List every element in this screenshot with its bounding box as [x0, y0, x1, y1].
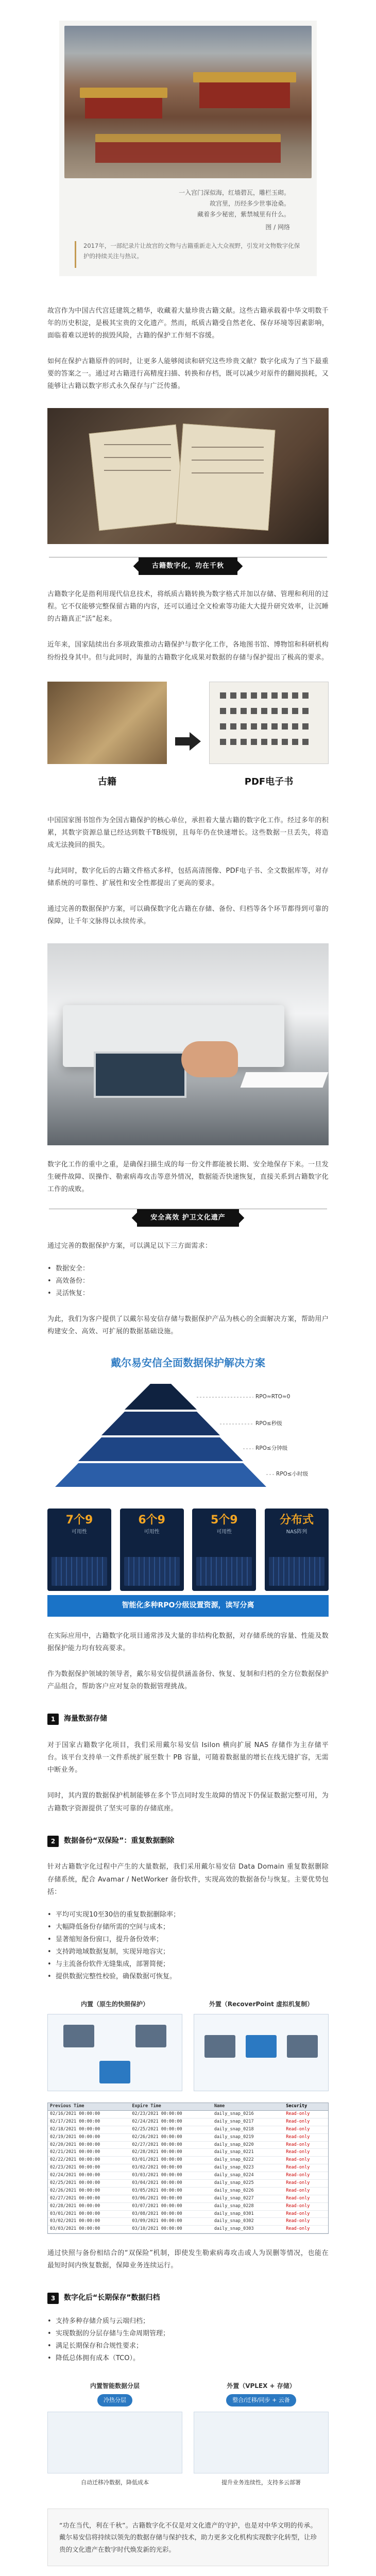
- metric-value: 分布式: [279, 1514, 314, 1527]
- section-paragraph: 作为数据保护领域的领导者，戴尔易安信提供涵盖备份、恢复、复制和归档的全方位数据保护产品组合，帮助客户应对复杂的数据管理挑战。: [47, 1670, 329, 1691]
- section-badge-label: 古籍数字化，功在千秋: [139, 557, 237, 575]
- archive-left-graphic: [47, 2412, 182, 2473]
- section-paragraph: 与此同时，数字化后的古籍文件格式多样，包括高清图像、PDF电子书、全文数据库等，对存储系统的可靠性、扩展性和安全性都提出了更高的要求。: [47, 867, 329, 887]
- table-cell: 02/28/2021 00:00:00: [132, 2149, 182, 2155]
- metric-card: [47, 1509, 111, 1591]
- section-paragraph: 针对古籍数字化过程中产生的大量数据，我们采用戴尔易安信 Data Domain 重复数据删除存储系统，配合 Avamar / NetWorker 备份软件，实现高效的数据备份与恢复。主要优势包括：: [47, 1863, 329, 1896]
- diagram-right-box: [194, 2014, 329, 2091]
- storage-rack-icon: [52, 1557, 107, 1586]
- table-row: [48, 2134, 328, 2142]
- table-row: [48, 2119, 328, 2126]
- table-cell: 03/05/2021 00:00:00: [132, 2188, 182, 2193]
- table-cell: Read-only: [286, 2142, 310, 2147]
- metric-card: [120, 1509, 184, 1591]
- table-cell: daily_snap_0223: [214, 2165, 254, 2171]
- rpo-level-label: RPO≈RTO≈0: [255, 1394, 290, 1400]
- pdf-page-image: [209, 682, 329, 764]
- list-item: • 高效备份：: [47, 1275, 329, 1287]
- pdf-label: PDF电子书: [244, 776, 294, 787]
- archive-diagram: [47, 2380, 329, 2488]
- list-item: • 显著缩短备份窗口，提升备份效率；: [47, 1934, 329, 1946]
- table-cell: daily_snap_0218: [214, 2126, 254, 2132]
- table-cell: 03/10/2021 00:00:00: [132, 2226, 182, 2232]
- table-cell: 02/19/2021 00:00:00: [50, 2134, 100, 2140]
- table-cell: 03/03/2021 00:00:00: [50, 2226, 100, 2232]
- table-cell: 02/27/2021 00:00:00: [132, 2142, 182, 2147]
- metric-title: 可用性: [72, 1529, 87, 1535]
- hero-caption-line: 一入宫门深似海，红墙碧瓦，雕栏玉砌。: [178, 189, 290, 196]
- table-row: [48, 2211, 328, 2218]
- table-cell: daily_snap_0220: [214, 2142, 254, 2147]
- table-row: [48, 2195, 328, 2203]
- section-badge: [0, 1209, 376, 1227]
- table-cell: 02/21/2021 00:00:00: [50, 2149, 100, 2155]
- table-cell: Read-only: [286, 2195, 310, 2201]
- table-cell: Read-only: [286, 2126, 310, 2132]
- book-to-pdf-figure: [47, 682, 329, 801]
- storage-rack-icon: [196, 1557, 252, 1586]
- section-paragraph: 近年来，国家陆续出台多项政策推动古籍保护与数字化工作，各地图书馆、博物馆和科研机构纷纷投身其中。但与此同时，海量的古籍数字化成果对数据的存储与保护提出了极高的要求。: [47, 641, 329, 662]
- subsection-number: 3: [47, 2293, 59, 2304]
- table-cell: 03/01/2021 00:00:00: [132, 2157, 182, 2163]
- table-header: [48, 2103, 328, 2111]
- table-cell: daily_snap_0301: [214, 2211, 254, 2216]
- diagram-right-title: 外置（RecoverPoint 虚拟机复制）: [209, 2000, 314, 2008]
- table-cell: 02/23/2021 00:00:00: [50, 2165, 100, 2171]
- subsection-heading: [0, 1835, 376, 1848]
- metric-value: 5个9: [211, 1514, 238, 1527]
- table-cell: 02/24/2021 00:00:00: [50, 2173, 100, 2178]
- table-cell: 03/06/2021 00:00:00: [132, 2195, 182, 2201]
- table-row: [48, 2157, 328, 2164]
- table-cell: 02/22/2021 00:00:00: [50, 2157, 100, 2163]
- table-cell: 02/26/2021 00:00:00: [132, 2134, 182, 2140]
- hero-caption-line: 故宫里，历经多少世事沧桑。: [209, 200, 290, 207]
- intro-paragraph: 如何在保护古籍原件的同时，让更多人能够阅读和研究这些珍贵文献？数字化成为了当下最重要的答案之一。通过对古籍进行高精度扫描、转换和存档，既可以减少对原件的翻阅损耗，又能够让古籍以数字形式永久保存与广泛传播。: [47, 358, 329, 391]
- table-cell: 02/28/2021 00:00:00: [50, 2203, 100, 2209]
- server-icon: [287, 2035, 318, 2058]
- section-paragraph: 对于国家古籍数字化项目，我们采用戴尔易安信 Isilon 横向扩展 NAS 存储作为主存储平台。该平台支持单一文件系统扩展至数十 PB 容量，可随着数据量的增长在线无缝扩容，无需中断业务。: [47, 1741, 329, 1774]
- table-cell: 02/25/2021 00:00:00: [132, 2126, 182, 2132]
- subsection-title: 海量数据存储: [64, 1715, 107, 1723]
- diagram-title: 戴尔易安信全面数据保护解决方案: [111, 1357, 265, 1369]
- table-cell: 02/25/2021 00:00:00: [50, 2180, 100, 2185]
- column-header: Previous Time: [50, 2104, 84, 2109]
- scanner-photo: [47, 943, 329, 1145]
- table-cell: daily_snap_0222: [214, 2157, 254, 2163]
- list-item: • 提供数据完整性校验，确保数据可恢复。: [47, 1971, 329, 1983]
- metric-card: [192, 1509, 256, 1591]
- table-cell: daily_snap_0216: [214, 2111, 254, 2116]
- table-row: [48, 2164, 328, 2172]
- table-cell: daily_snap_0221: [214, 2149, 254, 2155]
- table-cell: 03/07/2021 00:00:00: [132, 2203, 182, 2209]
- table-row: [48, 2203, 328, 2211]
- hero-card: [59, 21, 317, 276]
- table-cell: 02/20/2021 00:00:00: [50, 2142, 100, 2147]
- table-row: [48, 2111, 328, 2119]
- section-badge-label: 安全高效 护卫文化遗产: [137, 1209, 239, 1227]
- metric-value: 6个9: [138, 1514, 165, 1527]
- table-cell: Read-only: [286, 2211, 310, 2216]
- table-cell: daily_snap_0227: [214, 2195, 254, 2201]
- table-cell: Read-only: [286, 2188, 310, 2193]
- list-item: • 数据安全：: [47, 1263, 329, 1275]
- server-icon: [204, 2035, 235, 2058]
- ancient-book-photo: [47, 408, 329, 544]
- ancient-book-image: [47, 682, 167, 764]
- rpo-level-label: RPO≤小时级: [276, 1471, 309, 1478]
- table-row: [48, 2149, 328, 2157]
- diagram-left: [47, 1998, 182, 2091]
- table-cell: 02/27/2021 00:00:00: [50, 2195, 100, 2201]
- column-header: Security: [286, 2104, 307, 2109]
- table-cell: 02/16/2021 00:00:00: [50, 2111, 100, 2116]
- subsection-number: 1: [47, 1714, 59, 1725]
- table-body: [48, 2111, 328, 2233]
- section-paragraph: 古籍数字化是指利用现代信息技术，将纸质古籍转换为数字格式并加以存储、管理和利用的过程。它不仅能够完整保留古籍的内容，还可以通过全文检索等功能大大提升研究效率，让沉睡的古籍真正“活”起来。: [47, 590, 329, 623]
- table-cell: 03/08/2021 00:00:00: [132, 2211, 182, 2216]
- table-cell: 03/04/2021 00:00:00: [132, 2180, 182, 2185]
- snapshot-diagram: [47, 1998, 329, 2091]
- subsection-heading: [0, 1713, 376, 1726]
- column-header: Name: [214, 2104, 225, 2109]
- table-row: [48, 2226, 328, 2233]
- rpo-level-label: RPO≤秒级: [255, 1420, 282, 1427]
- storage-rack-icon: [124, 1557, 180, 1586]
- table-cell: daily_snap_0225: [214, 2180, 254, 2185]
- table-cell: Read-only: [286, 2203, 310, 2209]
- archive-right: [194, 2380, 329, 2488]
- list-item: • 降低总体拥有成本（TCO）。: [47, 2352, 329, 2365]
- table-cell: 02/18/2021 00:00:00: [50, 2126, 100, 2132]
- metric-title: NAS阵列: [286, 1529, 307, 1535]
- archive-list: [0, 2315, 376, 2365]
- list-item: • 灵活恢复：: [47, 1287, 329, 1300]
- table-cell: Read-only: [286, 2218, 310, 2224]
- table-cell: 03/01/2021 00:00:00: [50, 2211, 100, 2216]
- section-paragraph: 通过完善的数据保护方案，可以确保数字化古籍在存储、备份、归档等各个环节都得到可靠的保障，让千年文脉得以永续传承。: [47, 905, 329, 925]
- archive-right-pill: 整合/迁移/同步 + 云备: [226, 2394, 296, 2406]
- ancient-book-card: [47, 682, 167, 801]
- diagram-left-box: [47, 2014, 182, 2091]
- list-item: • 满足长期保存和合规性要求；: [47, 2340, 329, 2352]
- diagram-left-title: 内置（原生的快照保护）: [80, 2000, 149, 2008]
- list-item: • 支持多种存储介质与云端归档；: [47, 2315, 329, 2328]
- table-cell: 03/02/2021 00:00:00: [50, 2218, 100, 2224]
- diagram-banner: 智能化多种RPO分级设置资源，读写分离: [47, 1595, 329, 1617]
- table-cell: daily_snap_0303: [214, 2226, 254, 2232]
- section-paragraph: 为此，我们为客户提供了以戴尔易安信存储与数据保护产品为核心的全面解决方案，帮助用户构建安全、高效、可扩展的数据基础设施。: [47, 1315, 329, 1336]
- table-cell: 03/03/2021 00:00:00: [132, 2173, 182, 2178]
- section-paragraph: 通过快照与备份相结合的“双保险”机制，即使发生勒索病毒攻击或人为误删等情况，也能在最短时间内恢复数据，保障业务连续运行。: [47, 2249, 329, 2270]
- table-cell: 02/17/2021 00:00:00: [50, 2119, 100, 2124]
- subsection-title: 数字化后“长期保存”数据归档: [64, 2294, 160, 2302]
- server-icon: [63, 2025, 94, 2047]
- table-cell: Read-only: [286, 2180, 310, 2185]
- table-cell: 03/02/2021 00:00:00: [132, 2165, 182, 2171]
- subsection-heading: [0, 2292, 376, 2305]
- metric-title: 可用性: [144, 1529, 160, 1535]
- hero-caption-sign: 图 / 网络: [265, 224, 290, 231]
- table-row: [48, 2218, 328, 2226]
- table-cell: 02/26/2021 00:00:00: [50, 2188, 100, 2193]
- table-cell: Read-only: [286, 2173, 310, 2178]
- metric-value: 7个9: [65, 1514, 93, 1527]
- table-row: [48, 2172, 328, 2180]
- list-item: • 实现数据的分层存储与生命周期管理；: [47, 2328, 329, 2340]
- hero-note: [75, 241, 301, 268]
- rpo-pyramid: [47, 1379, 329, 1502]
- closing-box: “功在当代，利在千秋”。古籍数字化不仅是对文化遗产的守护，也是对中华文明的传承。戴尔易安信将持续以领先的数据存储与保护技术，助力更多文化机构实现数字化转型，让珍贵的文化遗产在数字时代焕发新的光彩。: [47, 2509, 329, 2566]
- archive-right-title: 外置（VPLEX + 存储）: [227, 2382, 296, 2390]
- table-row: [48, 2180, 328, 2188]
- rpo-level-label: RPO≤分钟级: [255, 1445, 288, 1452]
- metric-title: 可用性: [216, 1529, 232, 1535]
- table-cell: 02/23/2021 00:00:00: [132, 2111, 182, 2116]
- archive-left-pill: 冷热分层: [97, 2394, 132, 2406]
- table-cell: 02/24/2021 00:00:00: [132, 2119, 182, 2124]
- table-row: [48, 2126, 328, 2134]
- table-cell: 03/09/2021 00:00:00: [132, 2218, 182, 2224]
- column-header: Expire Time: [132, 2104, 161, 2109]
- archive-left: [47, 2380, 182, 2488]
- table-cell: daily_snap_0224: [214, 2173, 254, 2178]
- archive-right-foot: 提升业务连续性，支持多云部署: [221, 2479, 301, 2486]
- archive-right-graphic: [194, 2412, 329, 2473]
- ancient-book-label: 古籍: [98, 776, 116, 787]
- list-item: • 支持跨地域数据复制，实现异地容灾；: [47, 1946, 329, 1958]
- accent-bar: [75, 241, 76, 268]
- diagram-right: [194, 1998, 329, 2091]
- section-badge: [0, 557, 376, 575]
- storage-icon: [246, 2035, 277, 2058]
- arrow-right-icon: [175, 731, 201, 752]
- table-cell: Read-only: [286, 2149, 310, 2155]
- section-paragraph: 通过完善的数据保护方案，可以满足以下三方面需求：: [47, 1242, 212, 1250]
- pdf-card: [209, 682, 329, 801]
- snapshot-table: [47, 2103, 329, 2234]
- table-cell: daily_snap_0228: [214, 2203, 254, 2209]
- section-paragraph: 同时，其内置的数据保护机制能够在多个节点同时发生故障的情况下仍保证数据完整可用，为古籍数字资源提供了坚实可靠的存储底座。: [47, 1792, 329, 1812]
- metrics-row: [47, 1509, 329, 1591]
- table-cell: Read-only: [286, 2119, 310, 2124]
- intro-paragraph: 故宫作为中国古代宫廷建筑之精华，收藏着大量珍贵古籍文献。这些古籍承载着中华文明数千年的历史积淀，是极其宝贵的文化遗产。然而，纸质古籍受自然老化、保存环境等因素影响，面临着难以逆转的损毁风险，古籍的保护工作刻不容缓。: [47, 307, 329, 340]
- hero-note-text: 2017年，一部纪录片让故宫的文物与古籍重新走入大众视野，引发对文物数字化保护的持续关注与热议。: [83, 242, 300, 260]
- table-cell: daily_snap_0226: [214, 2188, 254, 2193]
- needs-list: [0, 1263, 376, 1300]
- storage-rack-icon: [269, 1557, 324, 1586]
- archive-left-foot: 自动迁移冷数据，降低成本: [81, 2479, 149, 2486]
- list-item: • 与主流备份软件无缝集成，部署简便；: [47, 1958, 329, 1971]
- forbidden-city-photo: [64, 26, 312, 178]
- hero-caption-line: 藏着多少秘密，紫禁城里有什么。: [197, 211, 290, 218]
- table-cell: daily_snap_0217: [214, 2119, 254, 2124]
- storage-icon: [99, 2061, 130, 2083]
- table-cell: Read-only: [286, 2165, 310, 2171]
- subsection-title: 数据备份“双保险”：重复数据删除: [64, 1836, 175, 1845]
- server-icon: [135, 2025, 166, 2047]
- hero-caption: [64, 188, 290, 233]
- table-cell: daily_snap_0219: [214, 2134, 254, 2140]
- table-cell: Read-only: [286, 2134, 310, 2140]
- table-cell: daily_snap_0302: [214, 2218, 254, 2224]
- section-paragraph: 数字化工作的重中之重，是确保扫描生成的每一份文件都能被长期、安全地保存下来。一旦发生硬件故障、误操作、勒索病毒攻击等意外情况，数据能否快速恢复，直接关系到古籍数字化工作的成败。: [47, 1160, 329, 1193]
- list-item: • 大幅降低备份存储所需的空间与成本；: [47, 1921, 329, 1934]
- advantages-list: [0, 1909, 376, 1983]
- table-row: [48, 2188, 328, 2195]
- table-cell: Read-only: [286, 2111, 310, 2116]
- metric-card: [265, 1509, 329, 1591]
- table-cell: Read-only: [286, 2157, 310, 2163]
- archive-left-title: 内置智能数据分层: [90, 2382, 140, 2390]
- section-paragraph: 中国国家图书馆作为全国古籍保护的核心单位，承担着大量古籍的数字化工作。经过多年的积累，其数字资源总量已经达到数千TB级别，且每年仍在快速增长。这些数据一旦丢失，将造成无法挽回的损失。: [47, 816, 329, 849]
- table-row: [48, 2142, 328, 2149]
- subsection-number: 2: [47, 1836, 59, 1847]
- list-item: • 平均可实现10至30倍的重复数据删除率；: [47, 1909, 329, 1921]
- dell-solution-diagram: [47, 1353, 329, 1617]
- table-cell: Read-only: [286, 2226, 310, 2232]
- section-paragraph: 在实际应用中，古籍数字化项目通常涉及大量的非结构化数据，对存储系统的容量、性能及数据保护能力均有较高要求。: [47, 1632, 329, 1653]
